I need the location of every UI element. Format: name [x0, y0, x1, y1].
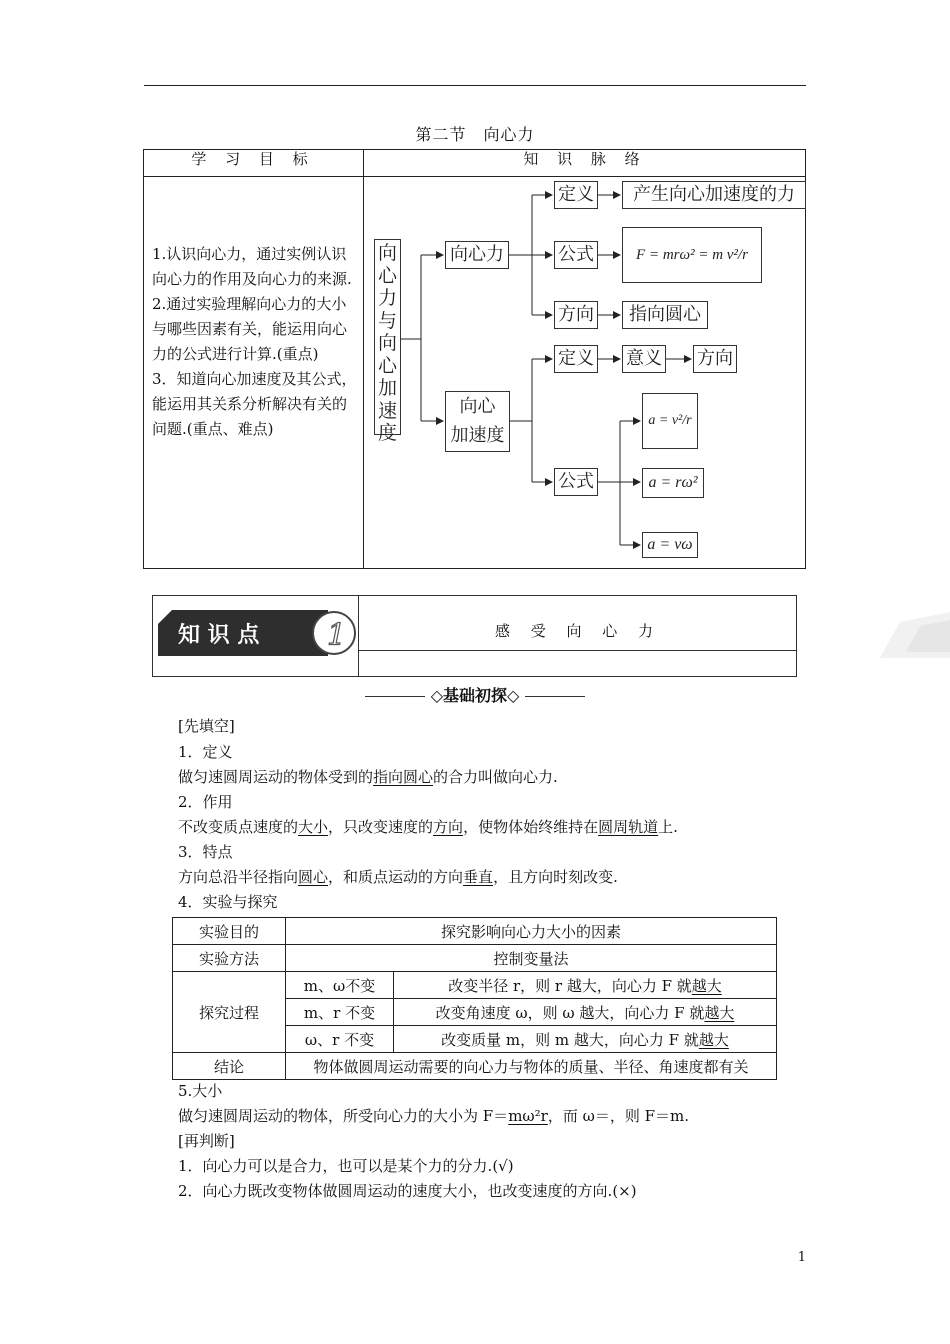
item3-title: 3．特点 [178, 843, 233, 861]
table-cell: 实验方法 [173, 945, 286, 972]
goal-item: 3．知道向心加速度及其公式，能运用其关系分析解决有关的问题.(重点、难点) [152, 370, 357, 438]
table-cell: 改变质量 m，则 m 越大，向心力 F 就越大 [394, 1026, 777, 1053]
table-cell: m、r 不变 [286, 999, 394, 1026]
map-accel-line1: 向心 [459, 396, 496, 417]
map-accel-formula: a = vω [642, 532, 698, 558]
learning-goals [152, 242, 357, 442]
item1-text: 做匀速圆周运动的物体受到的指向圆心的合力叫做向心力. [178, 768, 558, 786]
map-force: 向心力 [445, 241, 509, 269]
heading-rule [525, 696, 585, 697]
map-force-direction: 方向 [554, 301, 598, 329]
item2-title: 2．作用 [178, 793, 233, 811]
table-cell: 改变半径 r，则 r 越大，向心力 F 就越大 [394, 972, 777, 999]
map-force-direction-text: 指向圆心 [622, 301, 708, 329]
map-accel-meaning: 意义 [622, 345, 666, 373]
table-cell: 物体做圆周运动需要的向心力与物体的质量、半径、角速度都有关 [286, 1053, 777, 1080]
table-row [173, 1053, 777, 1080]
table-row [173, 918, 777, 945]
map-root: 向心力与向心加速度 [374, 239, 401, 435]
knowledge-point-badge [158, 610, 356, 656]
table-cell: 控制变量法 [286, 945, 777, 972]
goal-item: 1.认识向心力，通过实例认识向心力的作用及向心力的来源. [152, 245, 352, 288]
basic-exploration-heading [0, 683, 950, 706]
context-header: 知 识 脉 络 [523, 150, 647, 168]
table-row [173, 945, 777, 972]
heading-rule [365, 696, 425, 697]
banner-pattern [880, 612, 950, 658]
table-row [173, 972, 777, 999]
item2-text: 不改变质点速度的大小，只改变速度的方向，使物体始终维持在圆周轨道上. [178, 818, 678, 836]
goal-item: 2.通过实验理解向心力的大小与哪些因素有关，能运用向心力的公式进行计算.(重点) [152, 295, 348, 363]
map-force-definition: 定义 [554, 181, 598, 209]
rejudge-label: [再判断] [178, 1132, 235, 1150]
table-cell: 实验目的 [173, 918, 286, 945]
page-number: 1 [797, 1250, 806, 1265]
map-force-definition-text: 产生向心加速度的力 [622, 181, 806, 209]
table-cell: 探究过程 [173, 972, 286, 1053]
map-accel-formula-label: 公式 [554, 468, 598, 496]
table-cell: 结论 [173, 1053, 286, 1080]
header-rule [144, 85, 806, 86]
judge-item: 2．向心力既改变物体做圆周运动的速度大小，也改变速度的方向.(×) [178, 1182, 637, 1200]
item3-text: 方向总沿半径指向圆心，和质点运动的方向垂直，且方向时刻改变. [178, 868, 618, 886]
map-accel-definition: 定义 [554, 345, 598, 373]
map-force-formula-label: 公式 [554, 241, 598, 269]
goals-header: 学 习 目 标 [191, 150, 315, 168]
banner-underline [359, 650, 797, 651]
table-cell: m、ω不变 [286, 972, 394, 999]
badge-label: 知 识 点 [178, 623, 260, 648]
map-accel-direction: 方向 [693, 345, 737, 373]
item5-text: 做匀速圆周运动的物体，所受向心力的大小为 F＝mω²r，而 ω＝，则 F＝m. [178, 1107, 689, 1125]
map-accel-line2: 加速度 [450, 425, 505, 446]
section-title: 感 受 向 心 力 [494, 622, 662, 640]
heading-text: ◇基础初探◇ [430, 686, 520, 705]
map-accel [445, 391, 510, 452]
page-title: 第二节 向心力 [415, 125, 535, 144]
experiment-table [172, 917, 777, 1080]
table-cell: 探究影响向心力大小的因素 [286, 918, 777, 945]
badge-number: 1 [327, 618, 347, 653]
knowledge-map [364, 177, 806, 569]
map-accel-formula: a = v²/r [642, 393, 698, 449]
table-cell: ω、r 不变 [286, 1026, 394, 1053]
prefill-label: [先填空] [178, 717, 235, 735]
map-accel-formula: a = rω² [642, 468, 704, 498]
judge-item: 1．向心力可以是合力，也可以是某个力的分力.(√) [178, 1157, 514, 1175]
item5-title: 5.大小 [178, 1082, 223, 1100]
map-force-formula: F = mrω² = m v²/r [622, 227, 762, 283]
item4-title: 4．实验与探究 [178, 893, 278, 911]
table-cell: 改变角速度 ω，则 ω 越大，向心力 F 就越大 [394, 999, 777, 1026]
item1-title: 1．定义 [178, 743, 233, 761]
